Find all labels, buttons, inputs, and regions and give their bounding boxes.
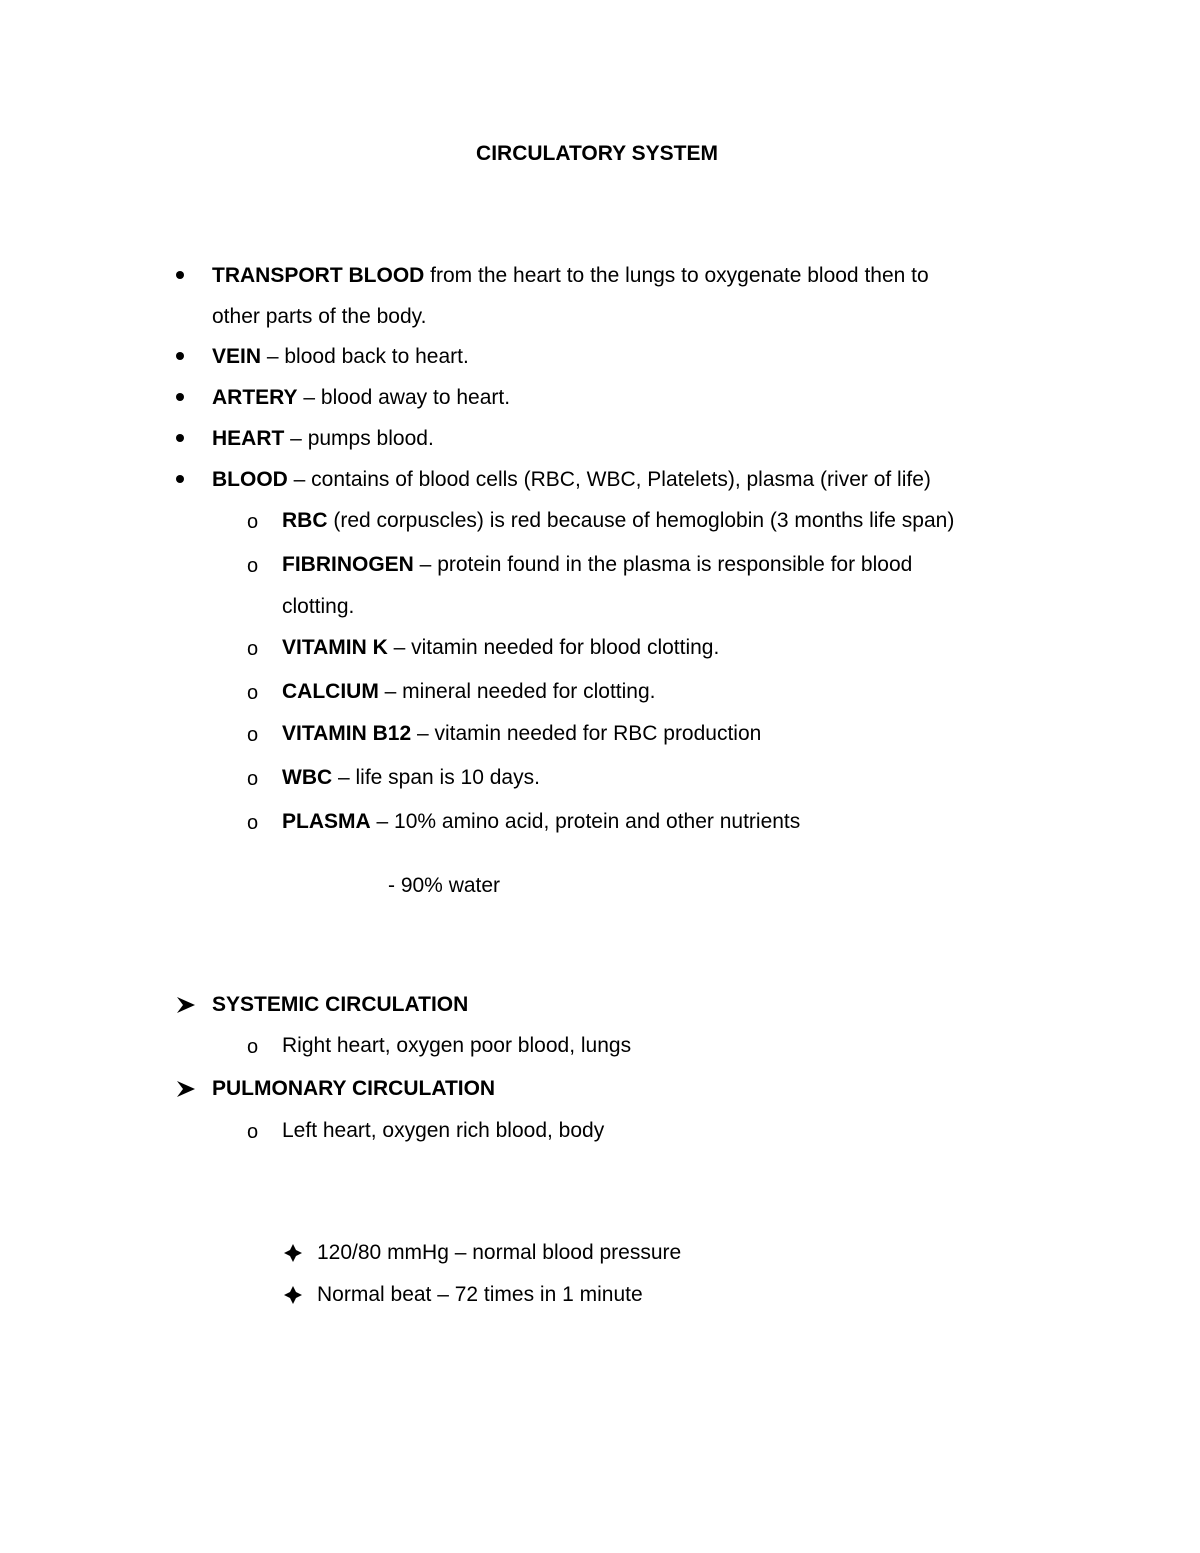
section-heading-systemic: SYSTEMIC CIRCULATION [212, 993, 469, 1016]
fact-blood-pressure: 120/80 mmHg – normal blood pressure [317, 1241, 682, 1264]
sub-item-fibrinogen [282, 552, 912, 577]
item-term: VEIN [212, 345, 262, 368]
section-heading-pulmonary: PULMONARY CIRCULATION [212, 1077, 496, 1100]
item-text: – mineral needed for clotting. [378, 680, 656, 703]
bullet-circle-icon: o [247, 638, 259, 660]
item-text: – contains of blood cells (RBC, WBC, Platelets), plasma (river of life) [287, 468, 931, 491]
diamond-bullet-icon [284, 1286, 302, 1304]
arrowhead-icon [176, 996, 196, 1014]
item-text: – pumps blood. [284, 427, 434, 450]
item-term: TRANSPORT BLOOD [212, 264, 425, 287]
page-title: CIRCULATORY SYSTEM [476, 142, 718, 165]
item-term: VITAMIN B12 [282, 722, 412, 745]
list-item-continuation: other parts of the body. [212, 305, 427, 328]
item-text: – blood away to heart. [297, 386, 511, 409]
bullet-dot-icon [176, 475, 184, 483]
bullet-dot-icon [176, 271, 184, 279]
diamond-bullet-icon [284, 1244, 302, 1262]
bullet-dot-icon [176, 393, 184, 401]
item-term: BLOOD [212, 468, 288, 491]
sub-item-vitamin-b12 [282, 721, 761, 746]
bullet-circle-icon: o [247, 511, 259, 533]
item-text: – blood back to heart. [261, 345, 469, 368]
item-text: – 10% amino acid, protein and other nutrients [370, 810, 801, 833]
sub-item-wbc [282, 765, 540, 790]
item-term: PLASMA [282, 810, 371, 833]
bullet-dot-icon [176, 352, 184, 360]
plasma-extra: - 90% water [388, 874, 501, 897]
bullet-circle-icon: o [247, 1036, 259, 1058]
bullet-dot-icon [176, 434, 184, 442]
item-text: from the heart to the lungs to oxygenate blood then to [424, 264, 929, 287]
sub-item-calcium [282, 679, 656, 704]
item-term: CALCIUM [282, 680, 379, 703]
sub-item-vitamin-k [282, 635, 719, 660]
bullet-circle-icon: o [247, 682, 259, 704]
item-term: ARTERY [212, 386, 298, 409]
list-item-artery [212, 385, 510, 410]
bullet-circle-icon: o [247, 555, 259, 577]
sub-item-rbc [282, 508, 954, 533]
bullet-circle-icon: o [247, 1121, 259, 1143]
bullet-circle-icon: o [247, 724, 259, 746]
item-text: – vitamin needed for blood clotting. [387, 636, 720, 659]
item-text: (red corpuscles) is red because of hemoglobin (3 months life span) [327, 509, 955, 532]
item-term: WBC [282, 766, 333, 789]
item-text: – life span is 10 days. [332, 766, 540, 789]
item-term: FIBRINOGEN [282, 553, 414, 576]
list-item-vein [212, 344, 469, 369]
list-item-transport [212, 263, 929, 288]
item-term: HEART [212, 427, 285, 450]
item-text: – vitamin needed for RBC production [411, 722, 762, 745]
systemic-item: Right heart, oxygen poor blood, lungs [282, 1034, 632, 1057]
arrowhead-icon [176, 1080, 196, 1098]
pulmonary-item: Left heart, oxygen rich blood, body [282, 1119, 605, 1142]
item-term: VITAMIN K [282, 636, 388, 659]
list-item-heart [212, 426, 434, 451]
sub-item-plasma [282, 809, 800, 834]
sub-item-continuation: clotting. [282, 595, 355, 618]
item-term: RBC [282, 509, 328, 532]
bullet-circle-icon: o [247, 812, 259, 834]
list-item-blood [212, 467, 931, 492]
bullet-circle-icon: o [247, 768, 259, 790]
fact-heart-beat: Normal beat – 72 times in 1 minute [317, 1283, 643, 1306]
item-text: – protein found in the plasma is responsible for blood [413, 553, 913, 576]
